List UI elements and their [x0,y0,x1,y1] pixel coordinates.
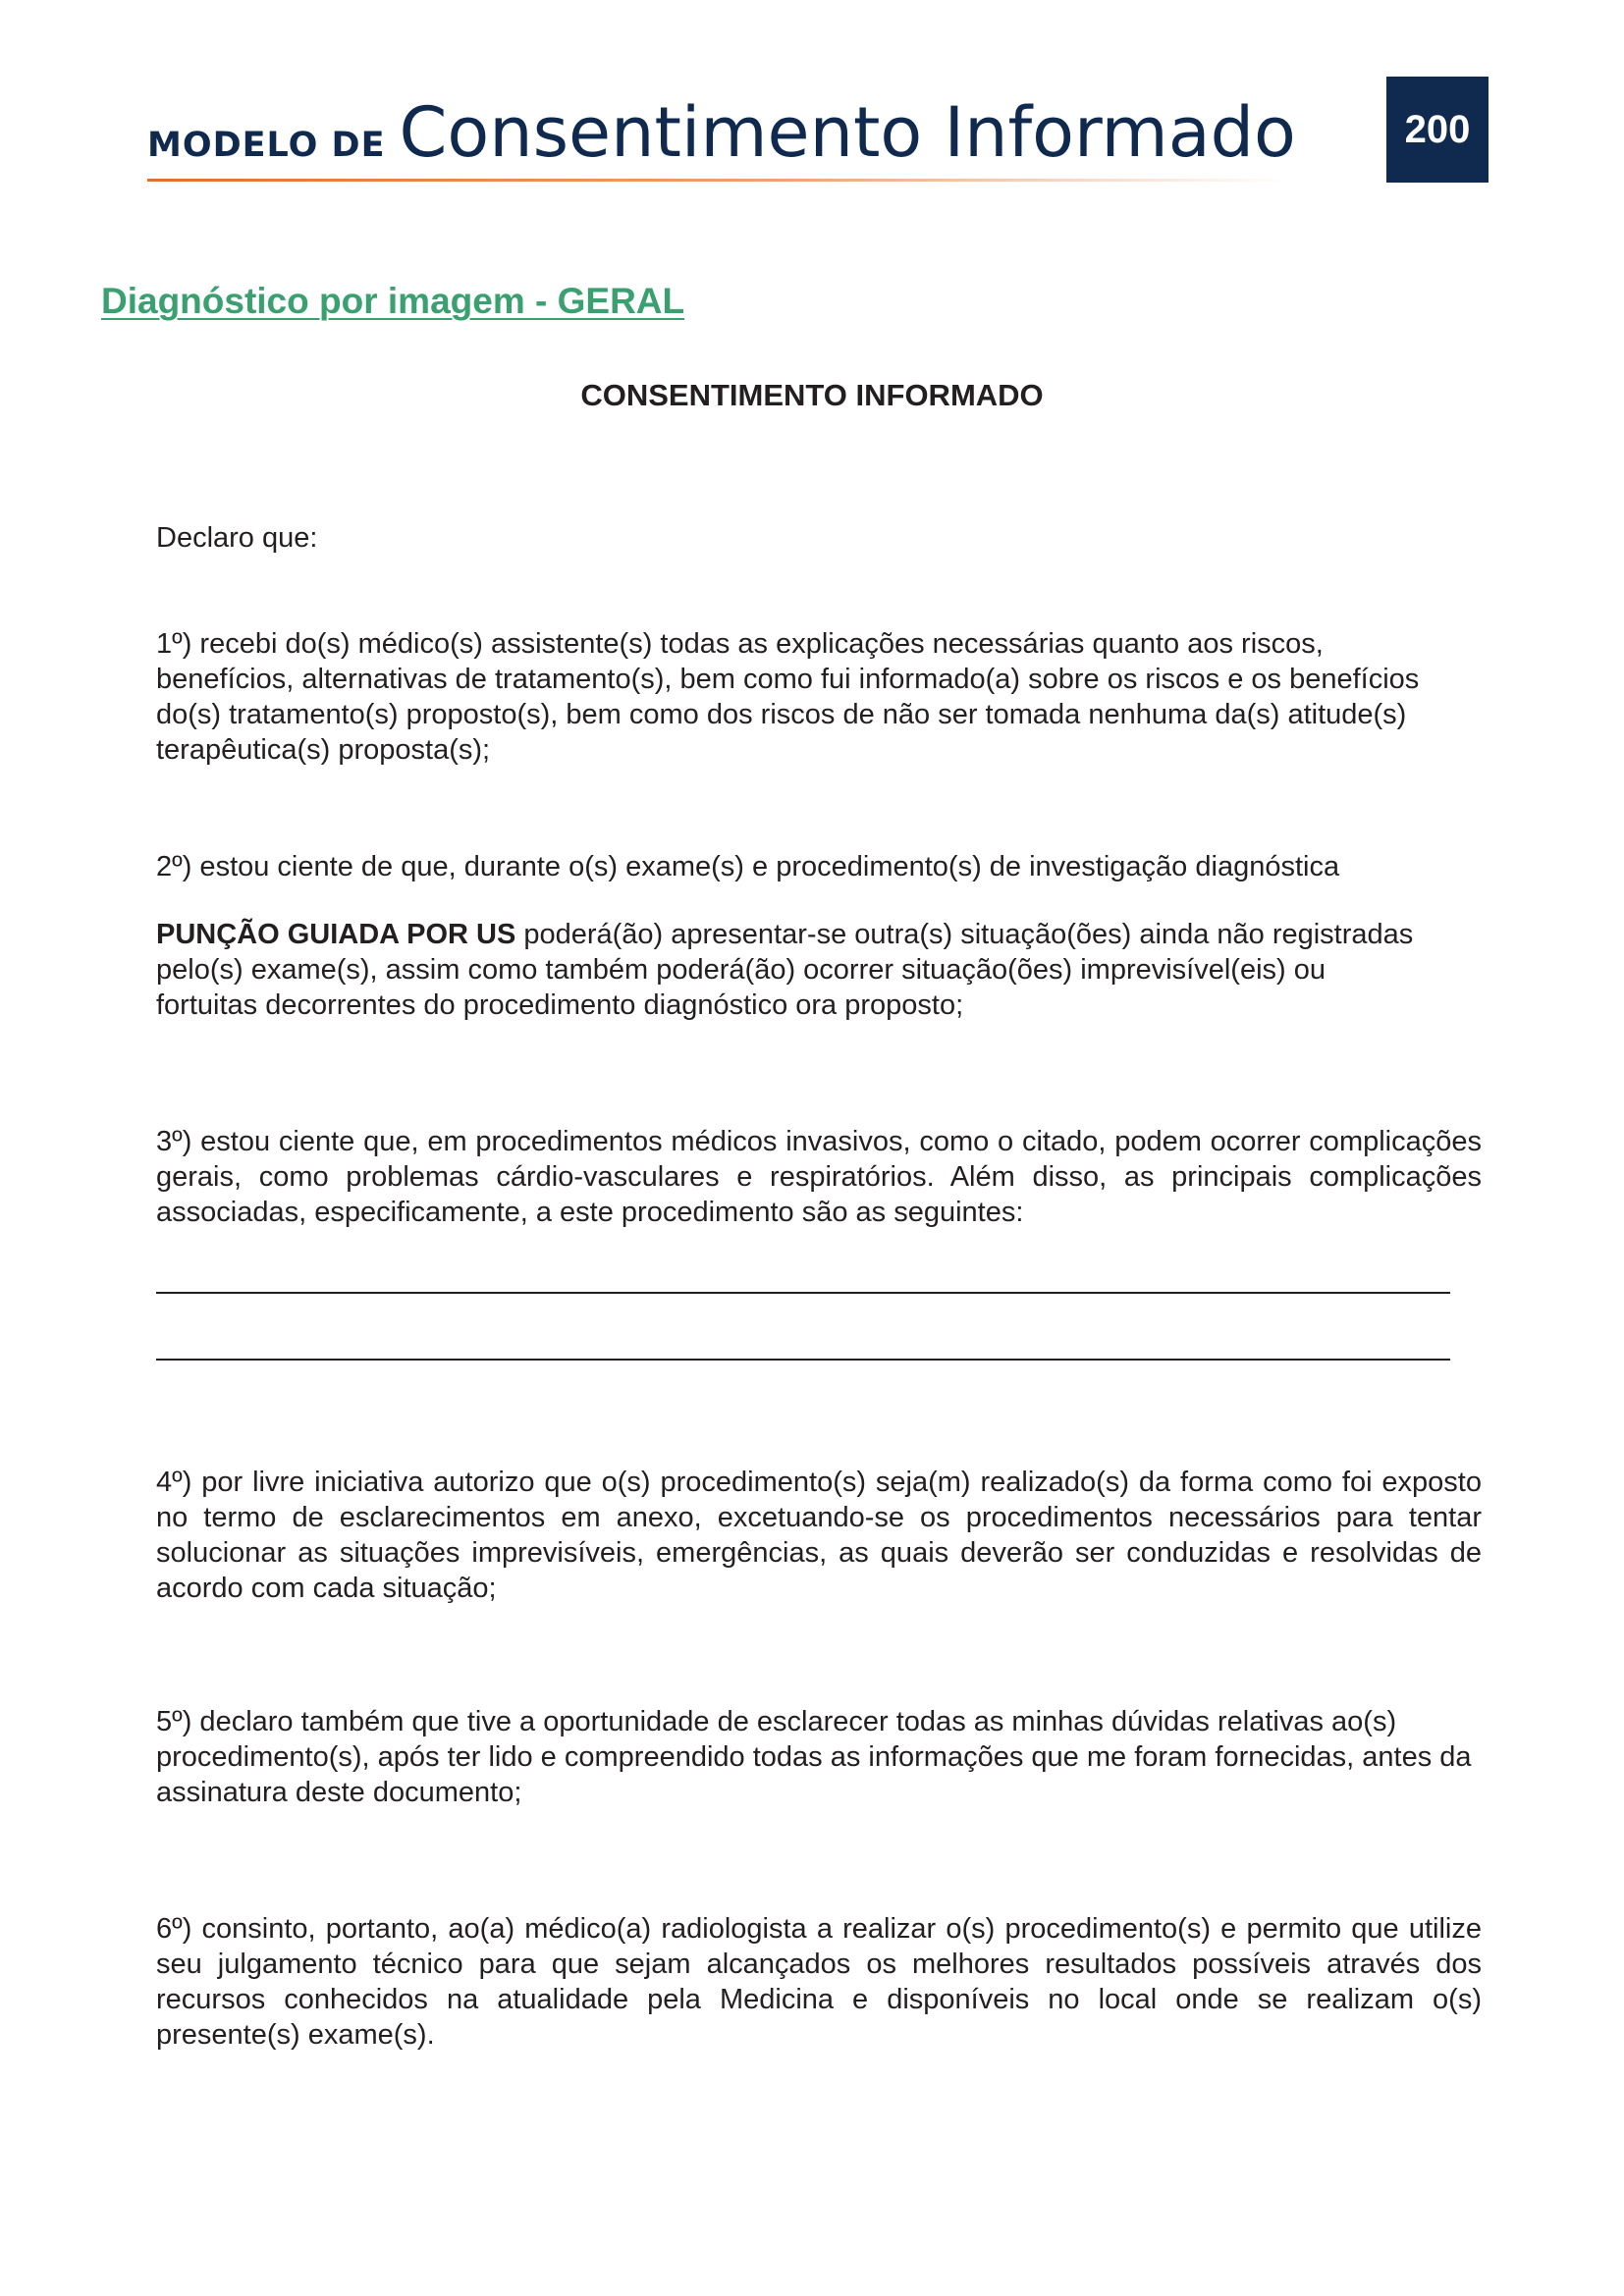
header-title-large: Consentimento Informado [399,92,1296,173]
clause-6: 6º) consinto, portanto, ao(a) médico(a) radiologista a realizar o(s) procedimento(s) e permito que utilize seu julgamento técnico para que sejam alcançados os melhores resultados possíveis através dos recursos conhecidos na atualidade pela Medicina e disponíveis no local onde se realizam o(s) presente(s) exame(s). [156,1913,1482,2051]
clause-3: 3º) estou ciente que, em procedimentos médicos invasivos, como o citado, podem ocorrer complicações gerais, como problemas cárdio-vasculares e respiratórios. Além disso, as principais complicações associadas, especificamente, a este procedimento são as seguintes: [156,1126,1482,1228]
complications-blank-line-2 [156,1359,1450,1361]
header-divider [147,179,1286,182]
clause-2-intro: 2º) estou ciente de que, durante o(s) exame(s) e procedimento(s) de investigação diagnóstica [156,851,1340,882]
intro-text: Declaro que: [156,522,318,554]
clause-5: 5º) declaro também que tive a oportunidade de esclarecer todas as minhas dúvidas relativas ao(s) procedimento(s), após ter lido e compreendido todas as informações que me foram fornecidas, antes da assinatura deste documento; [156,1706,1472,1808]
clause-4: 4º) por livre iniciativa autorizo que o(s) procedimento(s) seja(m) realizado(s) da forma como foi exposto no termo de esclarecimentos em anexo, excetuando-se os procedimentos necessários para tentar solucionar as situações imprevisíveis, emergências, as quais deverão ser conduzidas e resolvidas de acordo com cada situação; [156,1467,1482,1604]
complications-blank-line-1 [156,1292,1450,1294]
header-title [147,92,1296,173]
section-title: Diagnóstico por imagem - GERAL [101,281,685,321]
page-number-badge: 200 [1386,77,1489,183]
clause-2-text: poderá(ão) apresentar-se outra(s) situação(ões) ainda não registradas pelo(s) exame(s), assim como também poderá(ão) ocorrer situação(ões) imprevisível(eis) ou fortuitas decorrentes do procedimento diagnóstico ora proposto; [156,919,1414,1021]
procedure-name: PUNÇÃO GUIADA POR US [156,919,516,950]
clause-1: 1º) recebi do(s) médico(s) assistente(s) todas as explicações necessárias quanto aos riscos, benefícios, alternativas de tratamento(s), bem como fui informado(a) sobre os riscos e os benefícios do(s) tratamento(s) proposto(s), bem como dos riscos de não ser tomada nenhuma da(s) atitude(s) terapêutica(s) proposta(s); [156,628,1420,766]
clause-2 [156,917,1433,1023]
page-header [147,79,1485,187]
header-title-small: MODELO DE [147,126,386,165]
document-title: CONSENTIMENTO INFORMADO [580,378,1044,412]
